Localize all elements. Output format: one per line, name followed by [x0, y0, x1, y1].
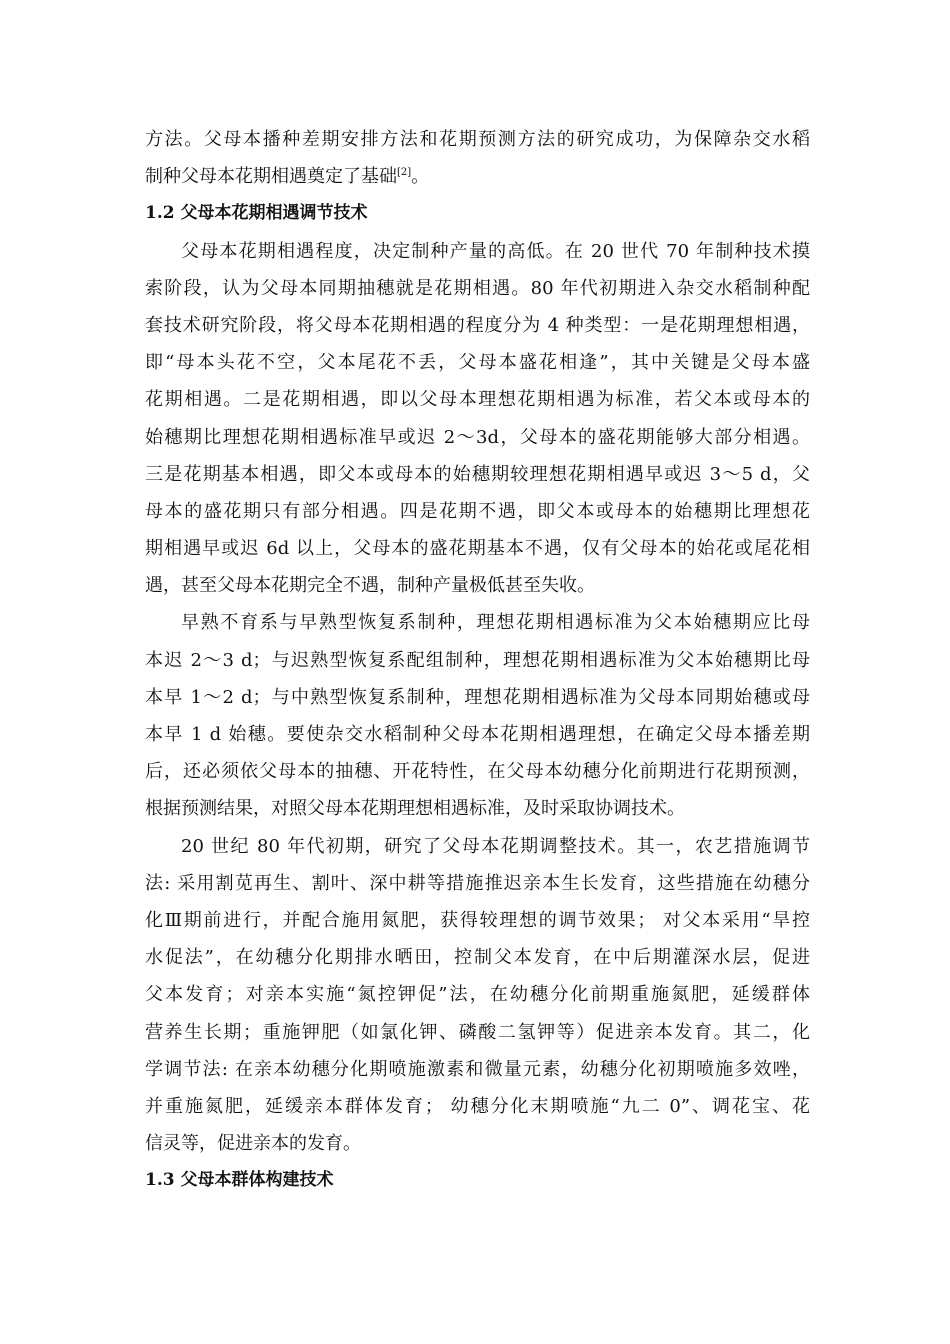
section-heading-1-3: 1.3 父母本群体构建技术: [145, 1170, 334, 1191]
body-line: 学调节法: 在亲本幼穗分化期喷施激素和微量元素，幼穗分化初期喷施多效唑，: [145, 1058, 810, 1080]
body-line: 信灵等，促进亲本的发育。: [145, 1133, 361, 1155]
body-line: 三是花期基本相遇，即父本或母本的始穗期较理想花期相遇早或迟 3～5 d，父: [145, 463, 810, 485]
paragraph-adjustment-techniques: [145, 828, 810, 1163]
body-line: 化Ⅲ期前进行，并配合施用氮肥，获得较理想的调节效果； 对父本采用“旱控: [145, 909, 810, 931]
section-heading-1-2: 1.2 父母本花期相遇调节技术: [145, 203, 368, 224]
body-line: 水促法”，在幼穗分化期排水晒田，控制父本发育，在中后期灌深水层，促进: [145, 947, 810, 969]
body-line: 即“母本头花不空，父本尾花不丢，父母本盛花相逢”，其中关键是父母本盛: [145, 352, 810, 374]
body-line: 20 世纪 80 年代初期，研究了父母本花期调整技术。其一，农艺措施调节: [181, 835, 810, 857]
body-line: 根据预测结果，对照父母本花期理想相遇标准，及时采取协调技术。: [145, 798, 685, 820]
body-line: 本早 1～2 d；与中熟型恢复系制种，理想花期相遇标准为父母本同期始穗或母: [145, 686, 810, 708]
body-line: 方法。父母本播种差期安排方法和花期预测方法的研究成功，为保障杂交水稻: [145, 129, 810, 150]
body-line: 遇，甚至父母本花期完全不遇，制种产量极低甚至失收。: [145, 575, 595, 597]
body-line: 母本的盛花期只有部分相遇。四是花期不遇，即父本或母本的始穗期比理想花: [145, 500, 810, 522]
body-line: 父母本花期相遇程度，决定制种产量的高低。在 20 世代 70 年制种技术摸: [181, 240, 810, 262]
body-line: 索阶段，认为父母本同期抽穗就是花期相遇。80 年代初期进入杂交水稻制种配: [145, 277, 810, 299]
body-line: 套技术研究阶段，将父母本花期相遇的程度分为 4 种类型：一是花期理想相遇，: [145, 314, 810, 336]
body-line: 本迟 2～3 d；与迟熟型恢复系配组制种，理想花期相遇标准为父本始穗期比母: [145, 649, 810, 671]
citation-ref[interactable]: [2]: [397, 167, 412, 179]
body-text: 。: [411, 166, 430, 188]
body-line: [145, 158, 810, 195]
body-text: 制种父母本花期相遇奠定了基础: [145, 166, 397, 188]
body-line: 后，还必须依父母本的抽穗、开花特性，在父母本幼穗分化前期进行花期预测，: [145, 761, 810, 783]
document-page: [145, 121, 810, 1199]
body-line: 本早 1 d 始穗。要使杂交水稻制种父母本花期相遇理想，在确定父母本播差期: [145, 724, 810, 745]
body-line: 期相遇早或迟 6d 以上，父母本的盛花期基本不遇，仅有父母本的始花或尾花相: [145, 538, 810, 560]
body-line: 早熟不育系与早熟型恢复系制种，理想花期相遇标准为父本始穗期应比母: [181, 612, 810, 634]
body-line: 营养生长期；重施钾肥（如氯化钾、磷酸二氢钾等）促进亲本发育。其二，化: [145, 1021, 810, 1043]
body-line: 花期相遇。二是花期相遇，即以父母本理想花期相遇为标准，若父本或母本的: [145, 389, 810, 411]
paragraph-ideal-standard: [145, 604, 810, 827]
body-line: 法: 采用割苋再生、割叶、深中耕等措施推迟亲本生长发育，这些措施在幼穗分: [145, 872, 810, 894]
paragraph-flowering-types: [145, 233, 810, 605]
body-line: 父本发育；对亲本实施“氮控钾促”法，在幼穗分化前期重施氮肥，延缓群体: [145, 984, 810, 1006]
body-line: 始穗期比理想花期相遇标准早或迟 2～3d，父母本的盛花期能够大部分相遇。: [145, 426, 810, 448]
body-line: 并重施氮肥，延缓亲本群体发育； 幼穗分化末期喷施“九二 0”、调花宝、花: [145, 1095, 810, 1117]
